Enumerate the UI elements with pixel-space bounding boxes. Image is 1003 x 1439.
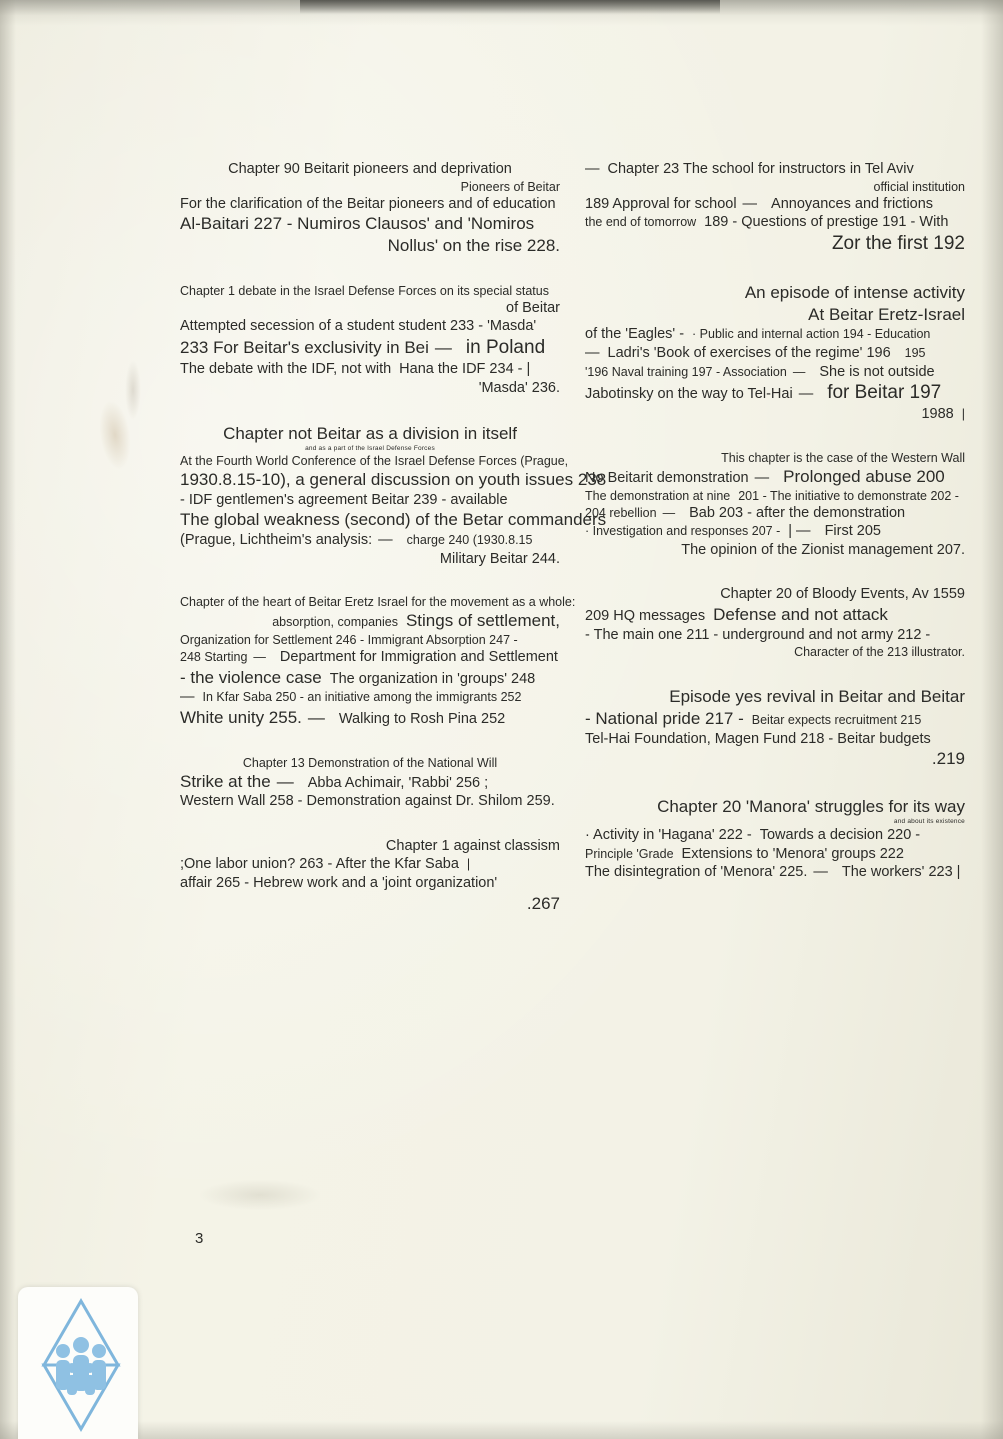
toc-line-tail: for Beitar 197 bbox=[827, 382, 942, 404]
toc-line bbox=[180, 610, 560, 632]
scan-right-shadow bbox=[981, 0, 1003, 1439]
toc-line-tail: | — bbox=[788, 523, 811, 540]
toc-line bbox=[180, 195, 560, 214]
toc-right-column bbox=[585, 160, 965, 882]
em-dash-separator: — bbox=[662, 505, 676, 520]
toc-line bbox=[180, 299, 560, 318]
toc-line-text: Chapter 90 Beitarit pioneers and deprivation bbox=[228, 161, 512, 177]
toc-line bbox=[180, 688, 560, 707]
toc-line bbox=[585, 686, 965, 708]
toc-line-tail: Extensions to 'Menora' groups 222 bbox=[681, 845, 904, 862]
toc-line-tail: Chapter 23 The school for instructors in Tel Aviv bbox=[607, 161, 914, 177]
scan-edge-artifact bbox=[300, 0, 720, 14]
toc-line-tail: The workers' 223 | bbox=[841, 864, 961, 881]
toc-line-text: 204 rebellion bbox=[585, 505, 657, 520]
toc-line bbox=[585, 488, 965, 504]
toc-line-text: 209 HQ messages bbox=[585, 607, 706, 624]
toc-section bbox=[180, 755, 560, 811]
toc-line-tail: Beitar expects recruitment 215 bbox=[751, 712, 922, 727]
toc-line bbox=[180, 755, 560, 771]
toc-line-text: - IDF gentlemen's agreement Beitar 239 - available bbox=[180, 491, 508, 508]
toc-line bbox=[585, 195, 965, 214]
toc-line-tail: She is not outside bbox=[819, 363, 935, 380]
section-spacer bbox=[180, 257, 560, 283]
toc-line-text: This chapter is the case of the Western Wall bbox=[721, 450, 965, 465]
section-spacer bbox=[180, 811, 560, 837]
star-of-david-family-emblem bbox=[18, 1287, 138, 1439]
toc-line-tail: 201 - The initiative to demonstrate 202 - bbox=[738, 488, 959, 503]
toc-line-tail-2: First 205 bbox=[824, 523, 881, 540]
toc-line-text: At the Fourth World Conference of the Israel Defense Forces (Prague, bbox=[180, 454, 569, 469]
toc-line-tail: Hana the IDF 234 - | bbox=[399, 361, 531, 377]
toc-line-text: The global weakness (second) of the Betar commanders bbox=[180, 510, 607, 530]
toc-line-tail: Bab 203 - after the demonstration bbox=[689, 504, 906, 521]
toc-section bbox=[180, 423, 607, 568]
toc-line-text: Chapter 1 debate in the Israel Defense Forces on its special status bbox=[180, 283, 549, 298]
em-dash-separator: — bbox=[754, 469, 770, 486]
toc-line bbox=[180, 317, 560, 336]
section-spacer bbox=[180, 397, 560, 423]
toc-line-tail: The organization in 'groups' 248 bbox=[329, 670, 536, 687]
toc-line bbox=[180, 491, 560, 510]
toc-line-tail: In Kfar Saba 250 - an initiative among the immigrants 252 bbox=[202, 690, 522, 705]
toc-section bbox=[585, 796, 965, 882]
toc-line bbox=[180, 550, 560, 569]
section-spacer bbox=[585, 660, 965, 686]
em-dash-separator: — bbox=[307, 707, 325, 727]
toc-line-text: Nollus' on the rise 228. bbox=[387, 235, 560, 255]
toc-line bbox=[180, 213, 560, 235]
toc-line bbox=[585, 748, 965, 770]
toc-line bbox=[180, 531, 560, 550]
toc-line bbox=[585, 213, 965, 232]
toc-line bbox=[180, 792, 560, 811]
toc-line-text: Attempted secession of a student student 233 - 'Masda' bbox=[180, 318, 537, 335]
toc-line bbox=[585, 304, 965, 326]
toc-line-text: .219 bbox=[931, 749, 965, 769]
toc-line bbox=[180, 235, 560, 257]
toc-line bbox=[585, 450, 965, 466]
toc-line-tail: Abba Achimair, 'Rabbi' 256 ; bbox=[307, 774, 489, 791]
toc-line-tail: · Public and internal action 194 - Education bbox=[692, 327, 931, 342]
toc-line-text: of Beitar bbox=[506, 299, 560, 316]
toc-line-text: No Beitarit demonstration bbox=[585, 469, 749, 486]
section-spacer bbox=[585, 424, 965, 450]
toc-line-text: Character of the 213 illustrator. bbox=[794, 645, 965, 660]
toc-line bbox=[180, 160, 560, 179]
toc-section bbox=[180, 160, 560, 257]
toc-line bbox=[180, 445, 560, 453]
toc-line-tail: Department for Immigration and Settlement bbox=[279, 649, 558, 666]
toc-line bbox=[585, 282, 965, 304]
toc-line bbox=[180, 423, 560, 445]
em-dash-separator: — bbox=[792, 364, 806, 379]
toc-section bbox=[585, 585, 965, 660]
toc-line bbox=[585, 325, 965, 344]
toc-line bbox=[585, 796, 965, 818]
toc-line bbox=[180, 509, 607, 531]
toc-line-text: At Beitar Eretz-Israel bbox=[808, 304, 965, 324]
toc-line-text: official institution bbox=[873, 179, 965, 194]
toc-line bbox=[180, 855, 560, 874]
toc-line bbox=[585, 818, 965, 826]
toc-line-text: Tel-Hai Foundation, Magen Fund 218 - Beitar budgets bbox=[585, 730, 931, 747]
em-dash-separator: — bbox=[378, 532, 393, 549]
toc-line bbox=[180, 667, 560, 689]
toc-line-text: of the 'Eagles' - bbox=[585, 326, 685, 343]
toc-line-tail: Annoyances and frictions bbox=[771, 195, 934, 212]
toc-line bbox=[180, 707, 560, 729]
toc-line bbox=[180, 771, 560, 793]
toc-line bbox=[585, 179, 965, 195]
toc-line bbox=[585, 363, 965, 382]
toc-line bbox=[180, 594, 576, 610]
toc-section bbox=[180, 283, 560, 398]
toc-line bbox=[180, 874, 560, 893]
toc-section bbox=[585, 450, 965, 559]
em-dash-separator: — bbox=[813, 864, 828, 881]
toc-line-tail: Walking to Rosh Pina 252 bbox=[338, 710, 506, 727]
toc-line-text: - National pride 217 - bbox=[585, 708, 744, 728]
paper-stain bbox=[125, 360, 141, 420]
toc-line-text: Western Wall 258 - Demonstration against Dr. Shilom 259. bbox=[180, 793, 555, 810]
toc-line-text: Chapter 20 'Manora' struggles for its way bbox=[657, 796, 965, 816]
toc-line-text: Chapter 20 of Bloody Events, Av 1559 bbox=[720, 586, 965, 603]
toc-line-text: affair 265 - Hebrew work and a 'joint organization' bbox=[180, 875, 498, 892]
section-spacer bbox=[180, 568, 560, 594]
toc-line bbox=[180, 453, 569, 469]
toc-line-text: The disintegration of 'Menora' 225. bbox=[585, 864, 808, 881]
toc-line-emphasis: Prolonged abuse 200 bbox=[783, 466, 945, 486]
toc-line bbox=[585, 626, 965, 645]
toc-line bbox=[180, 179, 560, 195]
toc-section bbox=[180, 594, 576, 728]
toc-line-text: Organization for Settlement 246 - Immigrant Absorption 247 - bbox=[180, 633, 518, 648]
toc-line bbox=[585, 160, 965, 179]
toc-line-text: 233 For Beitar's exclusivity in Bei bbox=[180, 337, 429, 357]
toc-section bbox=[585, 282, 965, 424]
section-spacer bbox=[585, 559, 965, 585]
toc-line-tail-2: 195 bbox=[904, 346, 926, 360]
toc-line-text: White unity 255. bbox=[180, 707, 302, 727]
toc-section bbox=[180, 837, 560, 914]
toc-line-text: Principle 'Grade bbox=[585, 846, 674, 861]
toc-left-column bbox=[180, 160, 607, 914]
toc-line-text: Chapter 1 against classism bbox=[385, 837, 560, 854]
toc-line-text: - The main one 211 - underground and not army 212 - bbox=[585, 626, 931, 643]
scan-left-shadow bbox=[0, 0, 16, 1439]
section-spacer bbox=[585, 256, 965, 282]
toc-line bbox=[585, 845, 965, 864]
toc-line bbox=[585, 863, 965, 882]
toc-line-text: (Prague, Lichtheim's analysis: bbox=[180, 532, 373, 549]
toc-line-tail: in Poland bbox=[465, 336, 546, 358]
toc-line bbox=[585, 730, 965, 749]
toc-line-text: Jabotinsky on the way to Tel-Hai bbox=[585, 386, 793, 403]
toc-line bbox=[180, 837, 560, 856]
toc-line-text: the end of tomorrow bbox=[585, 215, 697, 230]
toc-line-tail: | bbox=[961, 407, 965, 422]
toc-line-text: Zor the first 192 bbox=[831, 232, 965, 254]
em-dash-separator: — bbox=[276, 771, 294, 791]
toc-line-text: Chapter 13 Demonstration of the National Will bbox=[242, 755, 498, 770]
toc-line bbox=[585, 604, 965, 626]
toc-line-text: .267 bbox=[526, 893, 560, 913]
toc-line bbox=[585, 541, 965, 560]
toc-line-tail: Ladri's 'Book of exercises of the regime' 196 bbox=[607, 345, 891, 361]
page-number: 3 bbox=[195, 1230, 204, 1247]
toc-line bbox=[585, 504, 965, 523]
toc-line-text: Military Beitar 244. bbox=[439, 550, 560, 567]
toc-line-text: 1988 bbox=[921, 406, 954, 423]
toc-line-text: Strike at the bbox=[180, 771, 271, 791]
toc-line-text: Chapter of the heart of Beitar Eretz Israel for the movement as a whole: bbox=[180, 595, 576, 610]
toc-line-text: For the clarification of the Beitar pioneers and of education bbox=[180, 195, 556, 212]
toc-line bbox=[585, 466, 965, 488]
toc-line bbox=[585, 522, 965, 541]
toc-line-text: and about its existence bbox=[893, 817, 965, 825]
em-dash-separator: — bbox=[434, 337, 452, 357]
toc-line-text: Episode yes revival in Beitar and Beitar bbox=[669, 687, 965, 707]
toc-line-tail: Towards a decision 220 - bbox=[759, 827, 921, 844]
toc-line-text: 189 Approval for school bbox=[585, 195, 737, 212]
toc-section bbox=[585, 686, 965, 770]
em-dash-separator: — bbox=[742, 195, 758, 212]
em-dash-separator: — bbox=[798, 386, 814, 403]
section-spacer bbox=[180, 729, 560, 755]
toc-line bbox=[180, 469, 607, 491]
toc-line bbox=[180, 648, 560, 667]
toc-line bbox=[585, 585, 965, 604]
toc-line bbox=[585, 405, 965, 424]
toc-line bbox=[585, 708, 965, 730]
toc-line-tail: 189 - Questions of prestige 191 - With bbox=[704, 214, 949, 231]
toc-line-text: - the violence case bbox=[180, 667, 322, 687]
section-spacer bbox=[585, 770, 965, 796]
toc-line bbox=[585, 826, 965, 845]
toc-section bbox=[585, 160, 965, 256]
toc-line bbox=[180, 360, 560, 379]
paper-stain bbox=[200, 1180, 320, 1210]
toc-line-text: 'Masda' 236. bbox=[478, 379, 560, 396]
toc-line-text: The demonstration at nine bbox=[585, 488, 731, 503]
toc-line bbox=[180, 379, 560, 398]
toc-line-text: Al-Baitari 227 - Numiros Clausos' and 'Nomiros bbox=[180, 214, 535, 234]
toc-line-text: 248 Starting bbox=[180, 650, 248, 665]
em-dash-separator: — bbox=[253, 650, 266, 665]
toc-line-text: — bbox=[180, 689, 195, 706]
toc-line bbox=[180, 336, 560, 360]
toc-line-text: The opinion of the Zionist management 207. bbox=[681, 541, 965, 558]
toc-line-text: Pioneers of Beitar bbox=[460, 179, 560, 194]
toc-line-text: — bbox=[585, 161, 600, 177]
toc-line-text: 1930.8.15-10), a general discussion on youth issues 238 bbox=[180, 470, 607, 490]
toc-line-emphasis: Stings of settlement, bbox=[405, 611, 560, 631]
toc-line bbox=[585, 644, 965, 660]
toc-line-tail: | bbox=[466, 857, 471, 872]
toc-line-text: · Investigation and responses 207 - bbox=[585, 524, 781, 539]
toc-line bbox=[585, 381, 965, 405]
toc-line bbox=[180, 893, 560, 915]
toc-line-text: Chapter not Beitar as a division in itself bbox=[223, 424, 517, 444]
toc-line bbox=[585, 344, 965, 363]
toc-line-text: '196 Naval training 197 - Association bbox=[585, 364, 787, 379]
toc-line-text: · Activity in 'Hagana' 222 - bbox=[585, 827, 752, 844]
toc-line-text: — bbox=[585, 345, 600, 361]
toc-line-text: absorption, companies bbox=[272, 615, 398, 630]
toc-line bbox=[180, 283, 560, 299]
toc-line bbox=[180, 632, 560, 648]
toc-line-text: An episode of intense activity bbox=[744, 282, 965, 302]
toc-line-text: and as a part of the Israel Defense Forces bbox=[305, 444, 435, 452]
toc-line-text: The debate with the IDF, not with bbox=[180, 361, 392, 377]
toc-line-text: ;One labor union? 263 - After the Kfar Saba bbox=[180, 856, 459, 873]
toc-line-tail: charge 240 (1930.8.15 bbox=[406, 533, 533, 548]
toc-line bbox=[585, 232, 965, 256]
toc-line-emphasis: Defense and not attack bbox=[713, 604, 888, 624]
